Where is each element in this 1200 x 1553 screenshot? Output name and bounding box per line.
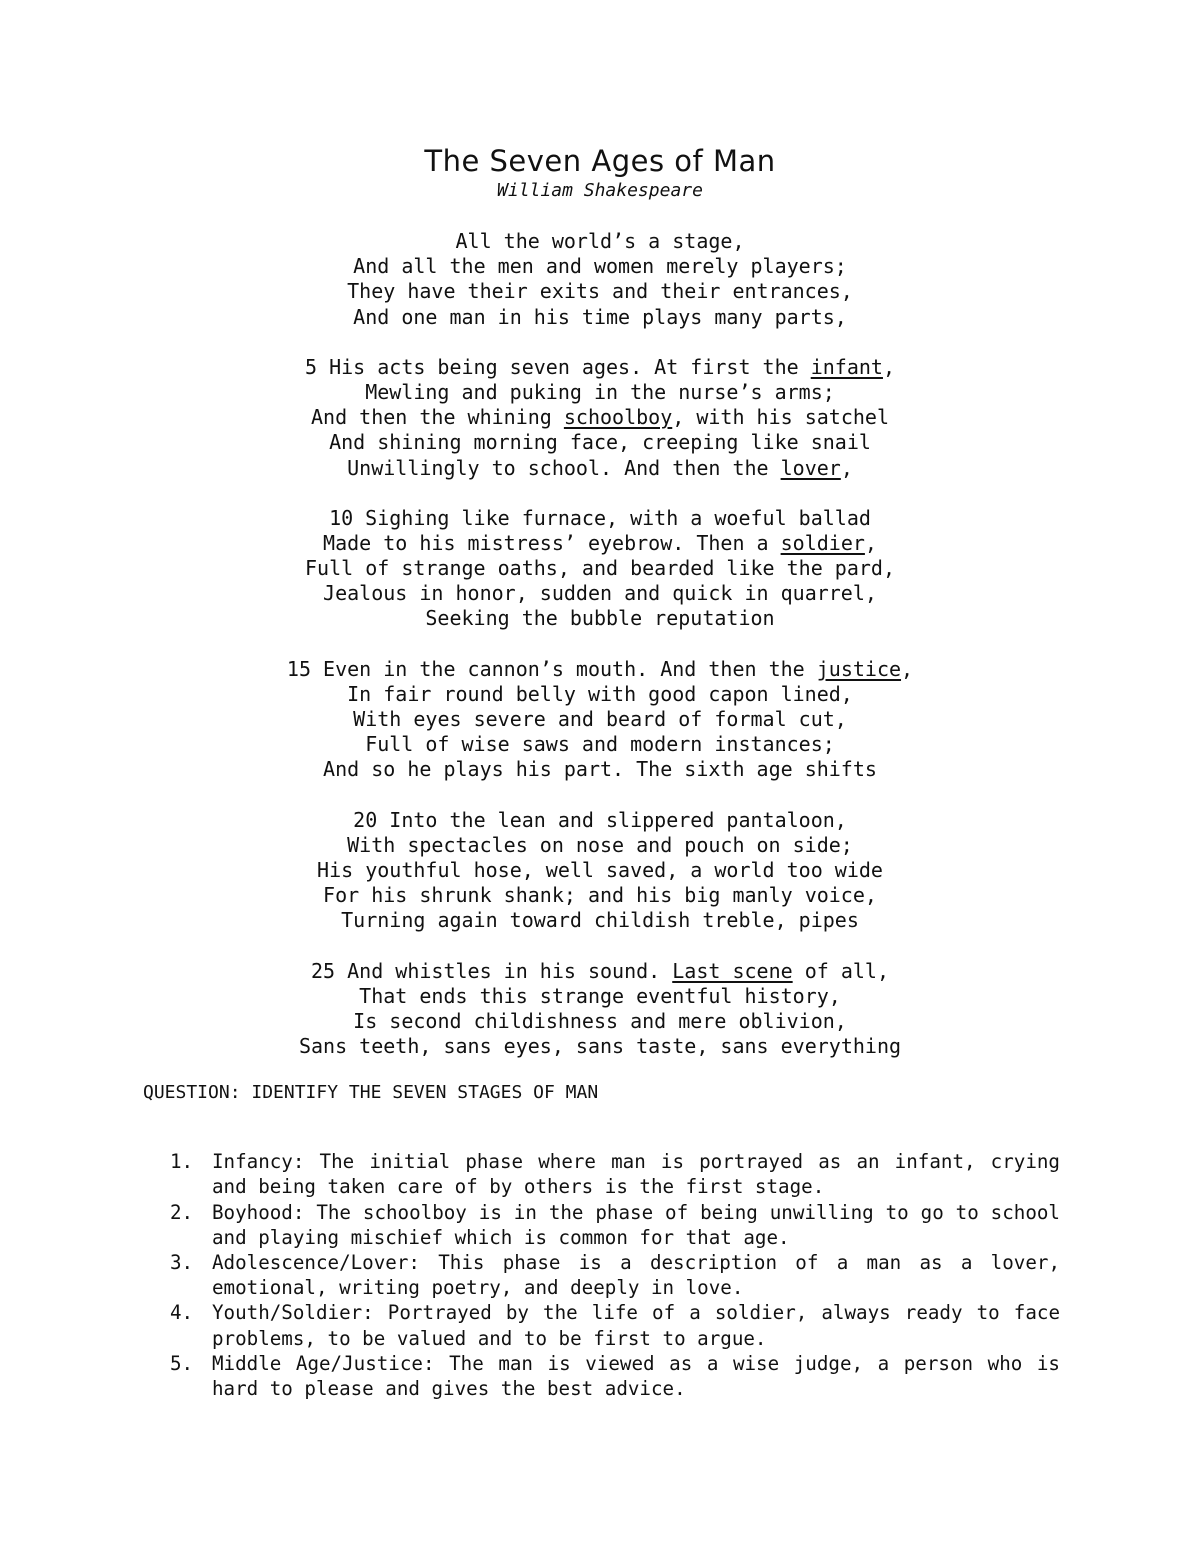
poem-text: Is second childishness and mere oblivion, <box>353 1008 847 1033</box>
poem-text: 25 And whistles in his sound. <box>311 958 673 983</box>
answer-text: Youth/Soldier: Portrayed by the life of a soldier, always ready to face problems, to be valued and to be first to argue. <box>212 1301 1060 1350</box>
answer-item <box>170 1250 1060 1300</box>
answer-number: 5. <box>170 1351 194 1375</box>
answer-number: 1. <box>170 1150 194 1174</box>
poem-text: That ends this strange eventful history, <box>359 983 841 1008</box>
poem-text: And then the whining <box>311 405 564 430</box>
poem-line <box>0 959 1200 984</box>
answer-text: Adolescence/Lover: This phase is a description of a man as a lover, emotional, writing poetry, and deeply in love. <box>212 1251 1060 1300</box>
poem-line <box>0 531 1200 556</box>
poem-line <box>0 808 1200 833</box>
poem-text: Turning again toward childish treble, pipes <box>341 908 859 933</box>
poem-line <box>0 355 1200 380</box>
poem-text: With eyes severe and beard of formal cut, <box>353 707 847 731</box>
underlined-keyword: lover <box>780 455 841 480</box>
poem-text: Unwillingly to school. And then the <box>347 455 781 480</box>
poem-line <box>0 254 1200 279</box>
poem-text: Full of strange oaths, and bearded like the pard, <box>304 556 895 581</box>
poem-text: For his shrunk shank; and his big manly voice, <box>323 883 877 908</box>
underlined-keyword: justice <box>816 656 902 681</box>
poem-text: 15 Even in the cannon’s mouth. And then the <box>286 656 817 681</box>
answer-item <box>170 1149 1060 1199</box>
poem-line <box>0 405 1200 430</box>
poem-text: 5 His acts being seven ages. At first the <box>304 354 811 379</box>
poem-stanza <box>0 959 1200 1060</box>
poem-text: Jealous in honor, sudden and quick in quarrel, <box>323 581 877 606</box>
poem-text: of all, <box>792 958 889 983</box>
poem-line <box>0 581 1200 606</box>
poem-body <box>0 229 1200 1084</box>
poem-text: Sans teeth, sans eyes, sans taste, sans everything <box>298 1034 902 1059</box>
poem-line <box>0 1034 1200 1059</box>
poem-stanza <box>0 229 1200 330</box>
poem-text: They have their exits and their entrances, <box>347 279 853 304</box>
poem-text: , with his satchel <box>672 405 889 430</box>
title-block <box>0 143 1200 203</box>
poem-stanza <box>0 506 1200 632</box>
poem-text: 20 Into the lean and slippered pantaloon, <box>353 807 847 832</box>
answer-number: 3. <box>170 1251 194 1274</box>
poem-line <box>0 707 1200 732</box>
underlined-keyword: Last scene <box>672 958 793 983</box>
poem-line <box>0 732 1200 757</box>
page-title: The Seven Ages of Man <box>424 144 776 178</box>
poem-line <box>0 380 1200 405</box>
poem-text: And one man in his time plays many parts, <box>353 304 847 329</box>
poem-line <box>0 858 1200 883</box>
poem-line <box>0 757 1200 782</box>
answer-text: Boyhood: The schoolboy is in the phase of being unwilling to go to school and playing mischief which is common for that age. <box>212 1200 1060 1249</box>
poem-text: And shining morning face, creeping like snail <box>329 430 871 455</box>
poem-line <box>0 833 1200 858</box>
poem-line <box>0 506 1200 531</box>
poem-text: Seeking the bubble reputation <box>425 606 775 631</box>
poem-stanza <box>0 808 1200 934</box>
poem-text: With spectacles on nose and pouch on side; <box>347 832 853 857</box>
question-heading: QUESTION: IDENTIFY THE SEVEN STAGES OF MAN <box>143 1082 599 1103</box>
poem-text: , <box>901 656 914 681</box>
poem-text: , <box>864 530 877 555</box>
answer-item <box>170 1351 1060 1401</box>
poem-text: His youthful hose, well saved, a world too wide <box>317 857 883 882</box>
poem-line <box>0 1009 1200 1034</box>
poem-text: And all the men and women merely players; <box>353 254 847 279</box>
poem-line <box>0 279 1200 304</box>
answer-number: 2. <box>170 1200 194 1224</box>
answer-item <box>170 1300 1060 1350</box>
poem-text: , <box>882 354 896 379</box>
underlined-keyword: schoolboy <box>563 405 673 430</box>
poem-line <box>0 908 1200 933</box>
poem-text: Made to his mistress’ eyebrow. Then a <box>323 530 781 555</box>
poem-line <box>0 229 1200 254</box>
answer-item <box>170 1200 1060 1250</box>
answer-list <box>170 1149 1060 1401</box>
poem-text: Mewling and puking in the nurse’s arms; <box>365 379 835 404</box>
answer-text: Infancy: The initial phase where man is portrayed as an infant, crying and being taken care of by others is the first stage. <box>212 1150 1060 1199</box>
poem-line <box>0 430 1200 455</box>
poem-line <box>0 657 1200 682</box>
poem-text: Full of wise saws and modern instances; <box>365 732 835 757</box>
answer-text: Middle Age/Justice: The man is viewed as a wise judge, a person who is hard to please and gives the best advice. <box>212 1351 1060 1401</box>
underlined-keyword: soldier <box>780 530 865 555</box>
poem-line <box>0 456 1200 481</box>
poem-stanza <box>0 657 1200 783</box>
poem-line <box>0 984 1200 1009</box>
poem-text: All the world’s a stage, <box>455 229 745 253</box>
poem-text: And so he plays his part. The sixth age shifts <box>323 757 877 782</box>
poem-line <box>0 606 1200 631</box>
poem-line <box>0 883 1200 908</box>
poem-stanza <box>0 355 1200 481</box>
author-name: William Shakespeare <box>497 180 703 201</box>
underlined-keyword: infant <box>810 354 883 379</box>
poem-line <box>0 556 1200 581</box>
poem-text: In fair round belly with good capon lined, <box>347 681 853 706</box>
poem-text: 10 Sighing like furnace, with a woeful ballad <box>329 505 871 530</box>
answer-number: 4. <box>170 1301 194 1325</box>
poem-line <box>0 305 1200 330</box>
poem-text: , <box>840 455 853 480</box>
poem-line <box>0 682 1200 707</box>
